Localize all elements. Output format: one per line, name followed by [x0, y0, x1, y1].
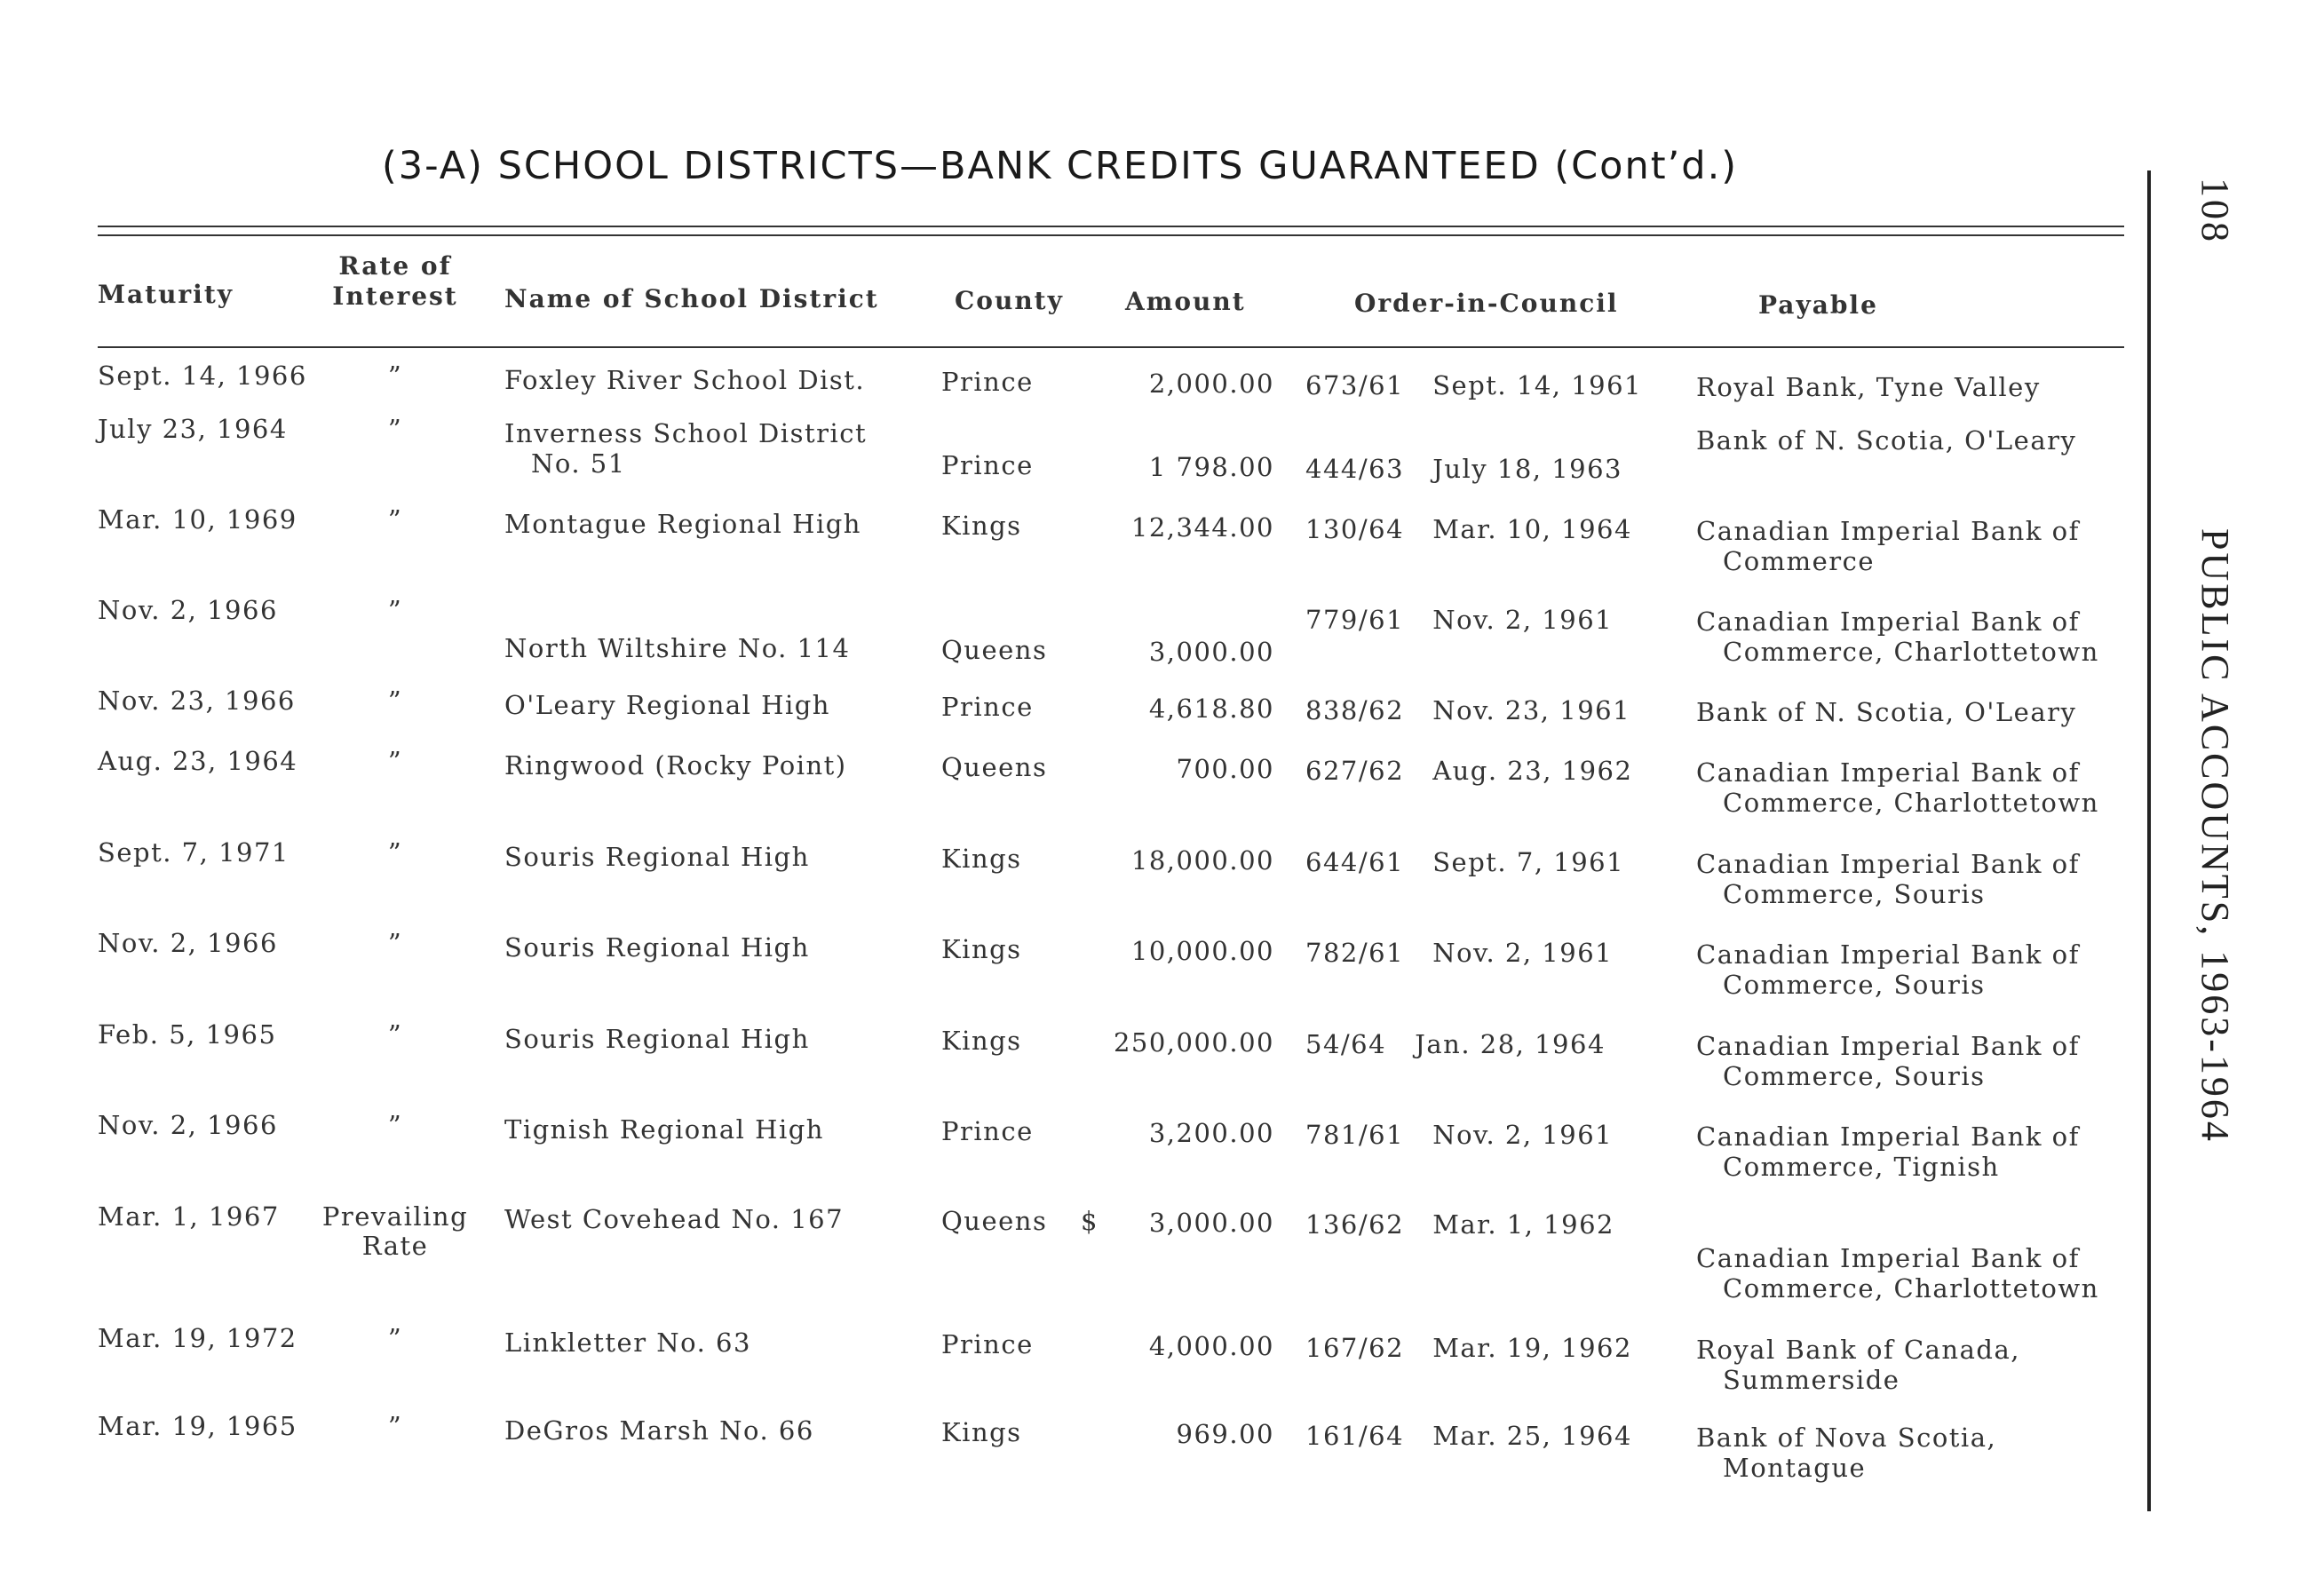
cell-county: Kings	[941, 1026, 1022, 1056]
cell-county: Kings	[941, 1417, 1022, 1447]
cell-county: Queens	[941, 635, 1048, 665]
cell-order-in-council	[1305, 1209, 1614, 1240]
cell-amount: 250,000.00	[1113, 1027, 1274, 1058]
oic-number: 136/62	[1305, 1209, 1405, 1240]
cell-payable: Royal Bank of Canada,	[1696, 1335, 2020, 1365]
cell-payable: Canadian Imperial Bank of	[1696, 757, 2080, 788]
cell-payable-cont: Commerce, Souris	[1723, 970, 1986, 1000]
cell-rate: ”	[387, 1411, 403, 1441]
cell-rate: ”	[387, 1019, 403, 1050]
cell-order-in-council	[1305, 514, 1632, 544]
header-county: County	[955, 286, 1064, 315]
cell-payable-cont: Commerce	[1723, 546, 1876, 576]
cell-order-in-council	[1305, 1029, 1606, 1059]
cell-county: Prince	[941, 1329, 1034, 1359]
oic-date: Mar. 10, 1964	[1432, 514, 1632, 544]
cell-maturity: Aug. 23, 1964	[98, 746, 298, 776]
cell-order-in-council	[1305, 370, 1642, 400]
header-rule	[98, 346, 2124, 348]
cell-payable-cont: Montague	[1723, 1453, 1867, 1483]
oic-number: 644/61	[1305, 847, 1405, 877]
oic-number: 782/61	[1305, 938, 1405, 968]
oic-number: 627/62	[1305, 756, 1405, 786]
cell-school-district-cont: No. 51	[531, 448, 626, 479]
header-amount: Amount	[1125, 287, 1246, 316]
cell-amount: 12,344.00	[1130, 512, 1274, 543]
cell-rate: ”	[387, 595, 403, 625]
cell-amount: 18,000.00	[1130, 845, 1274, 876]
cell-school-district: Foxley River School Dist.	[504, 365, 866, 395]
header-name: Name of School District	[504, 284, 879, 313]
cell-payable-cont: Commerce, Souris	[1723, 1061, 1986, 1091]
cell-amount: 10,000.00	[1130, 936, 1274, 966]
header-maturity: Maturity	[98, 280, 234, 309]
cell-rate: ”	[387, 414, 403, 444]
cell-maturity: July 23, 1964	[98, 414, 288, 444]
oic-date: Nov. 2, 1961	[1432, 938, 1614, 968]
cell-county: Prince	[941, 1116, 1034, 1146]
oic-date: Nov. 23, 1961	[1432, 695, 1631, 725]
cell-payable-cont: Commerce, Tignish	[1723, 1152, 2000, 1182]
cell-order-in-council	[1305, 756, 1632, 786]
cell-rate: ”	[387, 928, 403, 958]
cell-rate: ”	[387, 1110, 403, 1140]
oic-date: Jan. 28, 1964	[1415, 1029, 1606, 1059]
cell-amount: 3,000.00	[1148, 637, 1274, 667]
cell-payable-cont: Commerce, Souris	[1723, 879, 1986, 909]
page-title: (3-A) SCHOOL DISTRICTS—BANK CREDITS GUARANTEED (Cont’d.)	[382, 144, 1739, 188]
cell-amount: 700.00	[1176, 754, 1274, 784]
cell-school-district: Ringwood (Rocky Point)	[504, 750, 847, 781]
cell-payable: Canadian Imperial Bank of	[1696, 1121, 2080, 1152]
cell-school-district: Linkletter No. 63	[504, 1327, 751, 1358]
cell-maturity: Nov. 2, 1966	[98, 595, 278, 625]
cell-county: Prince	[941, 450, 1034, 480]
oic-date: Sept. 14, 1961	[1432, 370, 1643, 400]
cell-school-district: West Covehead No. 167	[504, 1204, 845, 1234]
cell-school-district: Souris Regional High	[504, 842, 810, 872]
cell-rate: ”	[387, 746, 403, 776]
oic-date: Mar. 1, 1962	[1432, 1209, 1614, 1240]
cell-amount: 1 798.00	[1148, 452, 1274, 482]
cell-maturity: Sept. 7, 1971	[98, 837, 290, 868]
cell-rate: ”	[387, 837, 403, 868]
cell-order-in-council	[1305, 454, 1622, 484]
cell-payable: Canadian Imperial Bank of	[1696, 516, 2080, 546]
cell-order-in-council	[1305, 1333, 1632, 1363]
cell-payable-cont: Commerce, Charlottetown	[1723, 637, 2099, 667]
cell-payable-cont: Commerce, Charlottetown	[1723, 788, 2099, 818]
oic-date: Nov. 2, 1961	[1432, 605, 1614, 635]
oic-date: Mar. 19, 1962	[1432, 1333, 1632, 1363]
oic-number: 838/62	[1305, 695, 1405, 725]
header-rate-line2: Interest	[332, 281, 458, 311]
oic-number: 779/61	[1305, 605, 1405, 635]
cell-maturity: Nov. 2, 1966	[98, 928, 278, 958]
oic-date: Sept. 7, 1961	[1432, 847, 1625, 877]
cell-school-district: Tignish Regional High	[504, 1114, 824, 1145]
oic-number: 167/62	[1305, 1333, 1405, 1363]
cell-rate: ”	[387, 685, 403, 716]
cell-county: Kings	[941, 934, 1022, 964]
cell-payable: Canadian Imperial Bank of	[1696, 1031, 2080, 1061]
page-number: 108	[2193, 178, 2237, 244]
header-order-in-council: Order-in-Council	[1354, 289, 1619, 318]
oic-date: July 18, 1963	[1432, 454, 1623, 484]
oic-number: 673/61	[1305, 370, 1405, 400]
cell-amount: 2,000.00	[1148, 368, 1274, 399]
oic-date: Mar. 25, 1964	[1432, 1421, 1632, 1451]
cell-payable-cont: Summerside	[1723, 1365, 1900, 1395]
cell-payable: Royal Bank, Tyne Valley	[1696, 372, 2041, 402]
cell-maturity: Mar. 1, 1967	[98, 1201, 280, 1232]
cell-payable: Bank of Nova Scotia,	[1696, 1422, 1997, 1453]
cell-order-in-council	[1305, 695, 1630, 725]
cell-payable-cont: Commerce, Charlottetown	[1723, 1273, 2099, 1304]
cell-county: Prince	[941, 367, 1034, 397]
cell-maturity: Mar. 19, 1972	[98, 1323, 297, 1353]
oic-number: 54/64	[1305, 1029, 1387, 1059]
cell-payable: Canadian Imperial Bank of	[1696, 1243, 2080, 1273]
cell-order-in-council	[1305, 1421, 1632, 1451]
cell-maturity: Mar. 10, 1969	[98, 504, 297, 535]
top-rule	[98, 226, 2124, 227]
cell-county: Prince	[941, 692, 1034, 722]
cell-payable: Bank of N. Scotia, O'Leary	[1696, 697, 2077, 727]
cell-school-district: Montague Regional High	[504, 509, 861, 539]
cell-school-district: Souris Regional High	[504, 932, 810, 963]
margin-rule	[2147, 170, 2151, 1511]
cell-school-district: O'Leary Regional High	[504, 690, 830, 720]
oic-number: 444/63	[1305, 454, 1405, 484]
oic-number: 781/61	[1305, 1120, 1405, 1150]
cell-rate: ”	[387, 361, 403, 391]
oic-number: 130/64	[1305, 514, 1405, 544]
oic-date: Aug. 23, 1962	[1432, 756, 1633, 786]
cell-county: Kings	[941, 511, 1022, 541]
cell-payable: Canadian Imperial Bank of	[1696, 606, 2080, 637]
cell-county: Queens	[941, 752, 1048, 782]
oic-number: 161/64	[1305, 1421, 1405, 1451]
cell-payable: Canadian Imperial Bank of	[1696, 939, 2080, 970]
cell-maturity: Sept. 14, 1966	[98, 361, 307, 391]
cell-maturity: Nov. 2, 1966	[98, 1110, 278, 1140]
cell-county: Kings	[941, 844, 1022, 874]
cell-rate: Prevailing	[321, 1201, 469, 1232]
cell-payable: Canadian Imperial Bank of	[1696, 849, 2080, 879]
cell-county: Queens	[941, 1206, 1048, 1236]
cell-school-district: DeGros Marsh No. 66	[504, 1415, 814, 1446]
cell-maturity: Feb. 5, 1965	[98, 1019, 277, 1050]
cell-school-district: Souris Regional High	[504, 1024, 810, 1054]
cell-rate-cont: Rate	[361, 1231, 429, 1261]
oic-date: Nov. 2, 1961	[1432, 1120, 1614, 1150]
cell-order-in-council	[1305, 847, 1624, 877]
cell-order-in-council	[1305, 605, 1613, 635]
cell-maturity: Mar. 19, 1965	[98, 1411, 297, 1441]
cell-amount: 4,000.00	[1148, 1331, 1274, 1361]
cell-amount: 969.00	[1176, 1419, 1274, 1449]
cell-dollar-sign: $	[1081, 1206, 1099, 1236]
header-payable: Payable	[1758, 290, 1878, 320]
cell-school-district: North Wiltshire No. 114	[504, 633, 851, 663]
cell-maturity: Nov. 23, 1966	[98, 685, 296, 716]
cell-rate: ”	[387, 1323, 403, 1353]
cell-amount: 3,000.00	[1148, 1208, 1274, 1238]
header-rate-line1: Rate of	[338, 251, 452, 281]
top-rule-double	[98, 234, 2124, 236]
cell-rate: ”	[387, 504, 403, 535]
cell-school-district: Inverness School District	[504, 418, 868, 448]
cell-amount: 3,200.00	[1148, 1118, 1274, 1148]
cell-amount: 4,618.80	[1148, 693, 1274, 724]
cell-payable: Bank of N. Scotia, O'Leary	[1696, 425, 2077, 456]
cell-order-in-council	[1305, 938, 1613, 968]
running-head: PUBLIC ACCOUNTS, 1963-1964	[2193, 528, 2237, 1144]
cell-order-in-council	[1305, 1120, 1613, 1150]
